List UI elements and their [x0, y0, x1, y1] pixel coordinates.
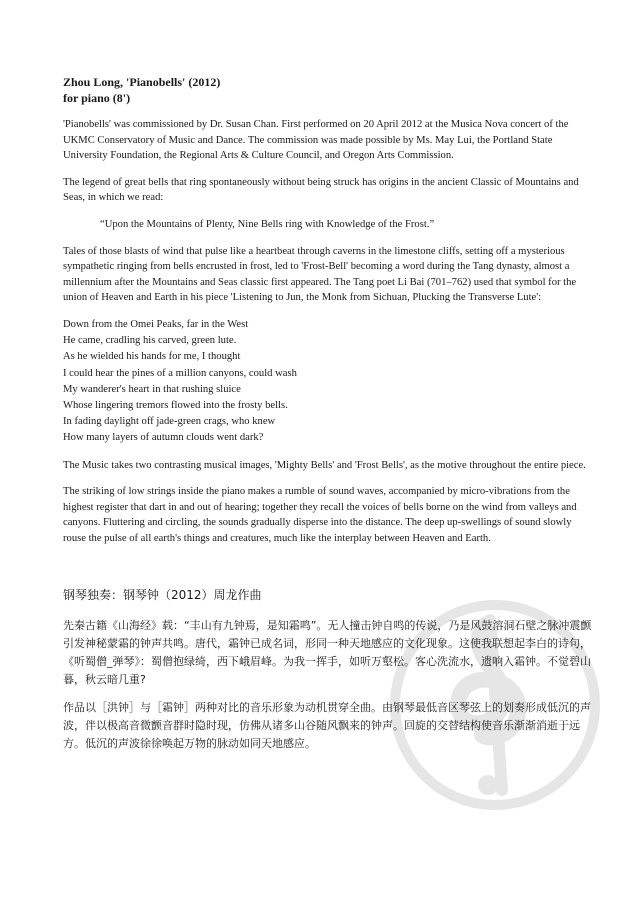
piece-title: Zhou Long, 'Pianobells' (2012): [63, 75, 221, 89]
motive-paragraph: The Music takes two contrasting musical images, 'Mighty Bells' and 'Frost Bells', as the motive throughout the entire piece.: [63, 459, 586, 471]
poem-line: I could hear the pines of a million canyons, could wash: [63, 367, 297, 379]
poem: [63, 317, 593, 447]
program-note: [63, 74, 593, 753]
poem-line: Down from the Omei Peaks, far in the West: [63, 318, 249, 330]
classic-quote: “Upon the Mountains of Plenty, Nine Bells ring with Knowledge of the Frost.”: [100, 218, 435, 230]
legend-paragraph: The legend of great bells that ring spontaneously without being struck has origins in the ancient Classic of Mountains and Seas, in which we read:: [63, 176, 579, 204]
chinese-paragraph: 作品以［洪钟］与［霜钟］两种对比的音乐形象为动机贯穿全曲。由钢琴最低音区琴弦上的划奏形成低沉的声波，伴以极高音微颤音群时隐时现，仿佛从诸多山谷随风飘来的钟声。回旋的交替结构使音乐渐渐消逝于远方。低沉的声波徐徐唤起万物的脉动如同天地感应。: [63, 700, 591, 750]
poem-line: He came, cradling his carved, green lute.: [63, 335, 237, 347]
commission-paragraph: 'Pianobells' was commissioned by Dr. Susan Chan. First performed on 20 April 2012 at the Musica Nova concert of the UKMC Conservatory of Music and Dance. The commission was made possible by Ms. May Lui, the Portland State University Foundation, the Regional Arts & Culture Council, and Oregon Arts Commission.: [63, 119, 569, 162]
piece-subtitle: for piano (8'): [63, 91, 131, 105]
poem-line: Whose lingering tremors flowed into the frosty bells.: [63, 399, 288, 411]
description-paragraph: The striking of low strings inside the piano makes a rumble of sound waves, accompanied by micro-vibrations from the highest register that dart in and out of hearing; together they recall the voices of bells borne on the wind from valleys and canyons. Fluttering and circling, the sounds gradually disperse into the distance. The deep up-swellings of sound slowly rouse the pulse of all earth's things and creatures, much like the interplay between Heaven and Earth.: [63, 486, 577, 544]
tang-paragraph: Tales of those blasts of wind that pulse like a heartbeat through caverns in the limestone cliffs, setting off a mysterious sympathetic ringing from bells encrusted in frost, led to 'Frost-Bell' becoming a word during the Tang dynasty, almost a millennium after the Mountains and Seas classic first appeared. The Tang poet Li Bai (701–762) used that symbol for the union of Heaven and Earth in his piece 'Listening to Jun, the Monk from Sichuan, Plucking the Transverse Lute':: [63, 245, 577, 304]
poem-line: In fading daylight off jade-green crags, who knew: [63, 416, 276, 428]
poem-line: My wanderer's heart in that rushing sluice: [63, 383, 241, 395]
poem-line: How many layers of autumn clouds went dark?: [63, 432, 264, 444]
chinese-title: 钢琴独奏：钢琴钟（2012）周龙作曲: [63, 587, 262, 602]
poem-line: As he wielded his hands for me, I thought: [63, 351, 241, 363]
chinese-paragraph: 先秦古籍《山海经》载：“丰山有九钟焉，是知霜鸣”。无人撞击钟自鸣的传说，乃是风鼓溶洞石壁之脉冲震颤引发神秘蒙霜的钟声共鸣。唐代，霜钟已成名词，形同一种天地感应的文化现象。这使我联想起李白的诗句，《听蜀僧_弹琴》：蜀僧抱绿绮，西下峨眉峰。为我一挥手，如听万壑松。客心洗流水，遗响入霜钟。不觉碧山暮，秋云暗几重?: [63, 618, 592, 686]
